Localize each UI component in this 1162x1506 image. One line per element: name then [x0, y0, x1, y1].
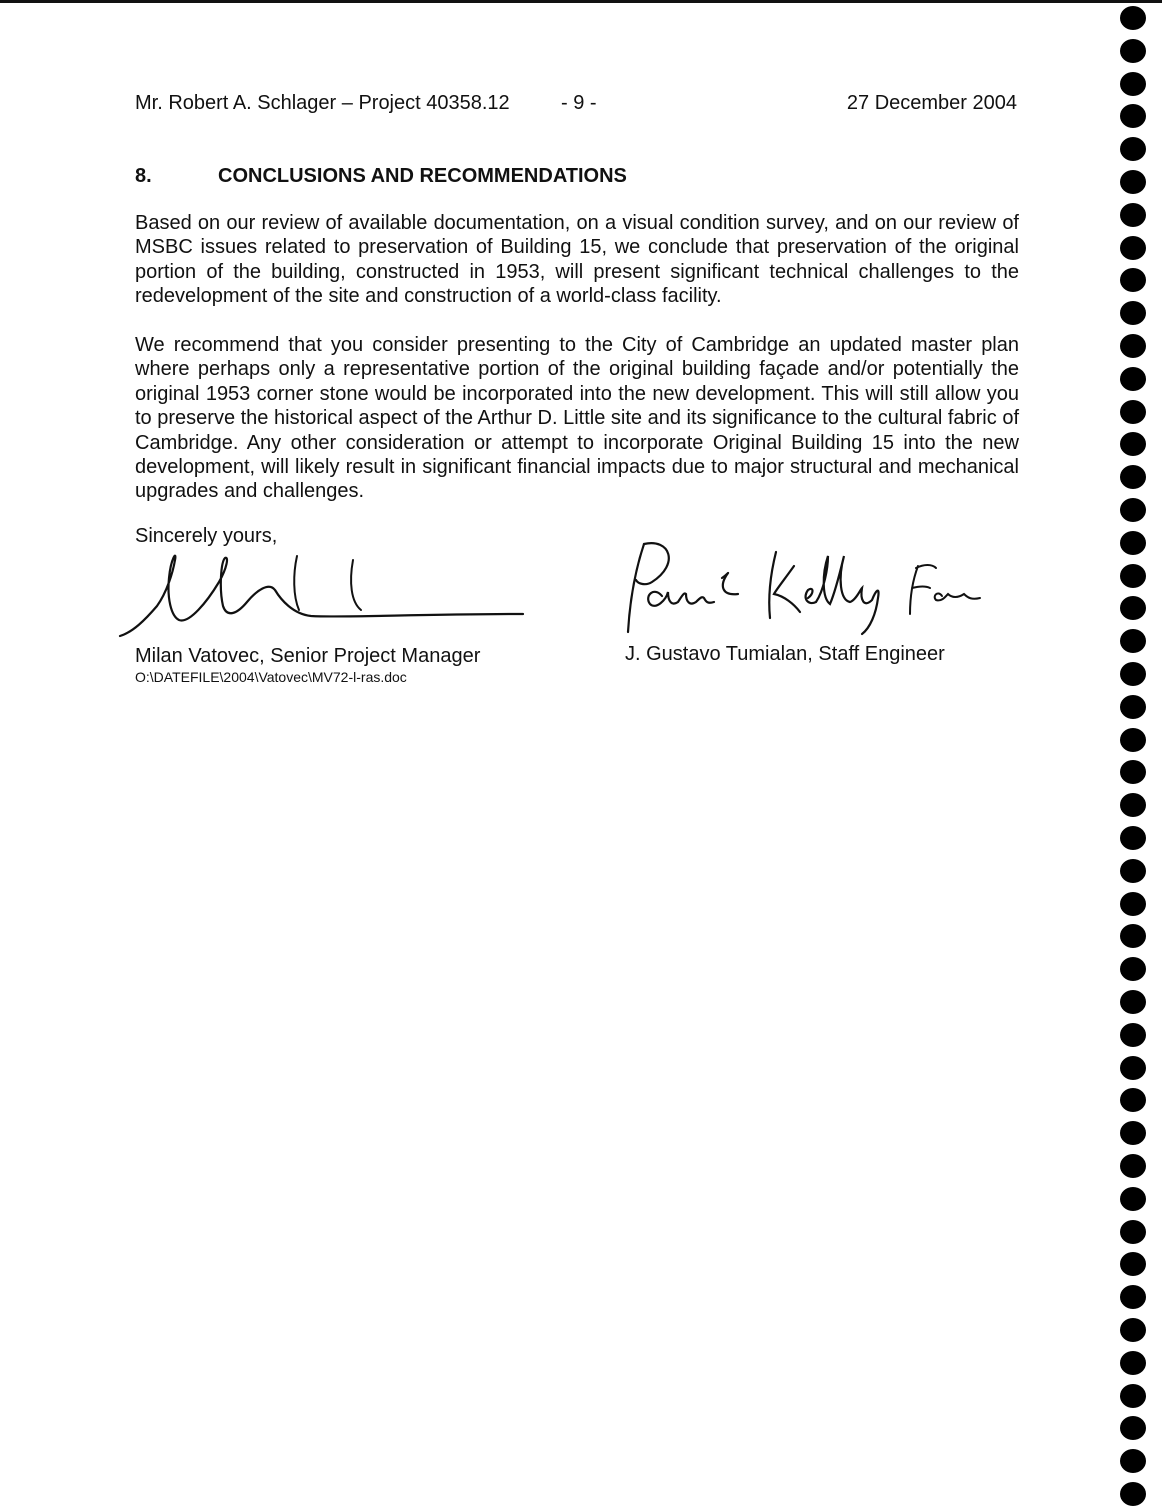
binding-hole	[1120, 629, 1146, 653]
binding-hole	[1120, 1351, 1146, 1375]
binding-hole	[1120, 1187, 1146, 1211]
binding-hole	[1120, 170, 1146, 194]
binding-hole	[1120, 236, 1146, 260]
recommendation-paragraph: We recommend that you consider presenting to the City of Cambridge an updated master plan where perhaps only a representative portion of the original building façade and/or potentially the original 1953 corner stone would be incorporated into the new development. This will still allow you to preserve the historical aspect of the Arthur D. Little site and its significance to the cultural fabric of Cambridge. Any other consideration or attempt to incorporate Original Building 15 into the new development, will likely result in significant financial impacts due to major structural and mechanical upgrades and challenges.	[135, 334, 1019, 503]
header-recipient-project: Mr. Robert A. Schlager – Project 40358.12	[135, 92, 510, 114]
binding-hole	[1120, 1023, 1146, 1047]
binding-hole	[1120, 72, 1146, 96]
page-top-edge	[0, 0, 1162, 3]
header-date: 27 December 2004	[846, 92, 1017, 114]
binding-hole	[1120, 859, 1146, 883]
binding-hole	[1120, 1252, 1146, 1276]
binding-hole	[1120, 793, 1146, 817]
binding-hole	[1120, 268, 1146, 292]
binding-hole	[1120, 432, 1146, 456]
binding-hole	[1120, 465, 1146, 489]
binding-hole	[1120, 1088, 1146, 1112]
signature-vatovec	[115, 548, 535, 648]
document-file-path: O:\DATEFILE\2004\Vatovec\MV72-l-ras.doc	[135, 669, 407, 685]
binding-hole	[1120, 1449, 1146, 1473]
binding-hole	[1120, 104, 1146, 128]
binding-hole	[1120, 1056, 1146, 1080]
binding-hole	[1120, 695, 1146, 719]
binding-hole	[1120, 367, 1146, 391]
binding-hole	[1120, 564, 1146, 588]
signer-name-vatovec: Milan Vatovec, Senior Project Manager	[135, 645, 481, 667]
signature-tumialan	[618, 538, 998, 638]
header-page-number: - 9 -	[561, 92, 597, 114]
binding-hole	[1120, 334, 1146, 358]
binding-hole	[1120, 1416, 1146, 1440]
closing-salutation: Sincerely yours,	[135, 525, 278, 547]
binding-hole	[1120, 498, 1146, 522]
binding-hole	[1120, 662, 1146, 686]
binding-hole	[1120, 1285, 1146, 1309]
binding-hole	[1120, 39, 1146, 63]
binding-hole	[1120, 1220, 1146, 1244]
binding-hole	[1120, 531, 1146, 555]
binding-hole	[1120, 760, 1146, 784]
binding-hole	[1120, 1384, 1146, 1408]
binding-hole	[1120, 990, 1146, 1014]
conclusion-paragraph: Based on our review of available documentation, on a visual condition survey, and on our review of MSBC issues related to preservation of Building 15, we conclude that preservation of the original portion of the building, constructed in 1953, will present significant technical challenges to the redevelopment of the site and construction of a world-class facility.	[135, 212, 1019, 308]
binding-hole	[1120, 137, 1146, 161]
binding-hole	[1120, 892, 1146, 916]
binding-hole	[1120, 826, 1146, 850]
binding-hole	[1120, 203, 1146, 227]
binding-hole	[1120, 6, 1146, 30]
binding-hole	[1120, 596, 1146, 620]
signer-name-tumialan: J. Gustavo Tumialan, Staff Engineer	[625, 643, 945, 665]
section-number: 8.	[135, 165, 152, 187]
binding-hole	[1120, 924, 1146, 948]
section-title: CONCLUSIONS AND RECOMMENDATIONS	[218, 165, 627, 187]
binding-hole	[1120, 728, 1146, 752]
binding-hole	[1120, 1154, 1146, 1178]
binding-hole	[1120, 1121, 1146, 1145]
binding-hole	[1120, 1318, 1146, 1342]
binding-hole	[1120, 1482, 1146, 1506]
binding-hole	[1120, 400, 1146, 424]
binding-holes-strip	[1117, 0, 1162, 1500]
binding-hole	[1120, 957, 1146, 981]
binding-hole	[1120, 301, 1146, 325]
